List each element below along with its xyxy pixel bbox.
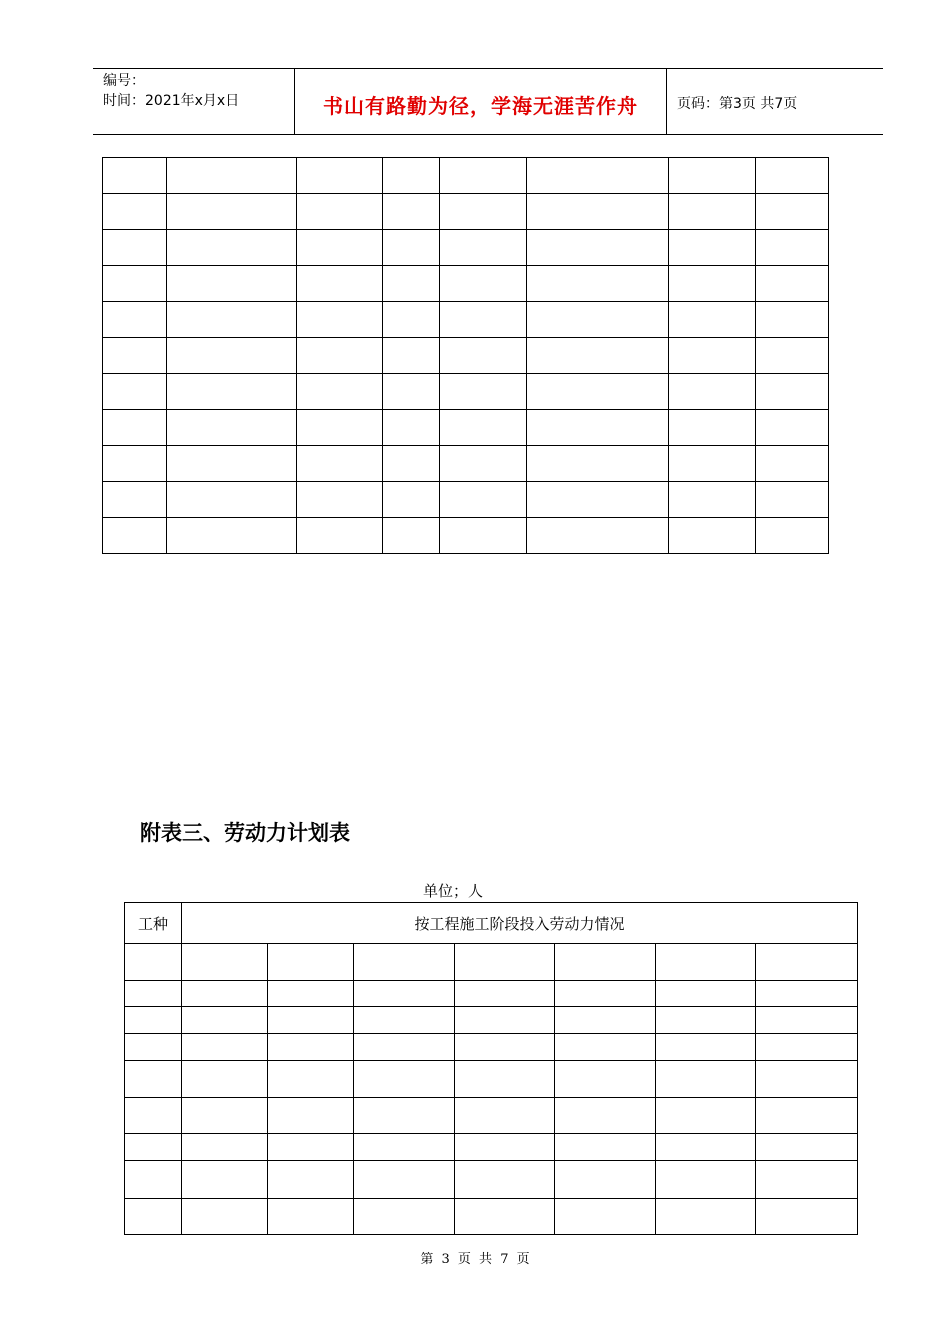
table-row (125, 1134, 858, 1161)
table-cell (669, 374, 756, 410)
table-cell (555, 1061, 656, 1098)
table-cell (354, 1161, 455, 1199)
table-cell (268, 1134, 354, 1161)
table-cell (354, 1134, 455, 1161)
table-cell (182, 1199, 268, 1235)
table-cell (555, 1034, 656, 1061)
table-cell (125, 1134, 182, 1161)
table-cell (268, 1161, 354, 1199)
table-cell (297, 446, 383, 482)
table-cell (756, 446, 829, 482)
table-cell (555, 1161, 656, 1199)
table-cell (354, 1034, 455, 1061)
table-cell (383, 194, 440, 230)
table-cell (103, 194, 167, 230)
table-cell (756, 194, 829, 230)
table-cell (455, 944, 555, 981)
table-row (125, 1199, 858, 1235)
table-cell (656, 944, 756, 981)
table-row (103, 446, 829, 482)
table-cell (125, 1199, 182, 1235)
table-cell (383, 338, 440, 374)
table-cell (756, 1034, 858, 1061)
table-cell (756, 338, 829, 374)
table-cell (455, 1007, 555, 1034)
table-cell (440, 482, 527, 518)
table-cell (527, 158, 669, 194)
table-cell (268, 1199, 354, 1235)
table-cell (756, 981, 858, 1007)
table-cell (669, 158, 756, 194)
table-cell (455, 981, 555, 1007)
table-row (125, 1034, 858, 1061)
table-row (125, 1161, 858, 1199)
table-cell (297, 158, 383, 194)
table-cell (354, 1061, 455, 1098)
table-row (103, 338, 829, 374)
table-cell (669, 266, 756, 302)
table-cell (756, 1199, 858, 1235)
section-title: 附表三、劳动力计划表 (140, 821, 350, 845)
table-cell (756, 374, 829, 410)
table-cell (125, 1007, 182, 1034)
table-cell (669, 482, 756, 518)
table-cell (756, 482, 829, 518)
table-cell (555, 944, 656, 981)
table-cell (268, 1098, 354, 1134)
header-page-info: 页码：第3页 共7页 (677, 96, 798, 112)
table-cell (756, 1061, 858, 1098)
table-cell (125, 981, 182, 1007)
table-cell (527, 266, 669, 302)
table-cell (527, 446, 669, 482)
table-cell (268, 1061, 354, 1098)
header-cell-stage-labor: 按工程施工阶段投入劳动力情况 (182, 903, 858, 944)
table-cell (383, 410, 440, 446)
table-cell (527, 410, 669, 446)
table-cell (125, 1098, 182, 1134)
table-cell (167, 518, 297, 554)
table-cell (656, 1098, 756, 1134)
table-cell (527, 194, 669, 230)
table-row (103, 230, 829, 266)
table-row (125, 1061, 858, 1098)
table-cell (354, 1007, 455, 1034)
table-cell (440, 302, 527, 338)
table-cell (555, 981, 656, 1007)
table-cell (383, 518, 440, 554)
table-row (103, 266, 829, 302)
table-cell (103, 482, 167, 518)
table-cell (440, 518, 527, 554)
table-cell (440, 410, 527, 446)
table-cell (527, 482, 669, 518)
blank-table-continued (102, 157, 829, 554)
table-cell (383, 374, 440, 410)
table-cell (669, 230, 756, 266)
table-cell (383, 302, 440, 338)
table-cell (125, 944, 182, 981)
header-motto: 书山有路勤为径，学海无涯苦作舟 (323, 94, 638, 118)
table-cell (297, 482, 383, 518)
table-cell (527, 230, 669, 266)
table-cell (182, 981, 268, 1007)
table-cell (756, 230, 829, 266)
table-cell (182, 944, 268, 981)
table-cell (103, 410, 167, 446)
table-cell (297, 410, 383, 446)
table-row (125, 944, 858, 981)
table-cell (756, 518, 829, 554)
table-cell (555, 1199, 656, 1235)
table-cell (297, 338, 383, 374)
table-cell (527, 302, 669, 338)
table-cell (756, 266, 829, 302)
table-cell (103, 266, 167, 302)
table-cell (167, 482, 297, 518)
table-cell (383, 230, 440, 266)
table-cell (103, 338, 167, 374)
table-cell (167, 194, 297, 230)
labor-plan-table (124, 902, 858, 1235)
table-cell (103, 158, 167, 194)
page-header (93, 68, 883, 135)
table-cell (669, 302, 756, 338)
table-cell (527, 338, 669, 374)
table-row (103, 518, 829, 554)
table-cell (297, 230, 383, 266)
table-cell (103, 302, 167, 338)
page-footer: 第 3 页 共 7 页 (420, 1252, 530, 1267)
table-cell (527, 374, 669, 410)
table-cell (383, 158, 440, 194)
table-cell (527, 518, 669, 554)
table-cell (125, 1061, 182, 1098)
table-row (103, 302, 829, 338)
table-cell (656, 1007, 756, 1034)
table-cell (756, 1007, 858, 1034)
table-cell (455, 1061, 555, 1098)
table-row (103, 410, 829, 446)
table-cell (297, 266, 383, 302)
table-cell (103, 374, 167, 410)
table-cell (440, 266, 527, 302)
table-cell (383, 446, 440, 482)
table-cell (125, 1034, 182, 1061)
table-cell (268, 981, 354, 1007)
table-row (103, 158, 829, 194)
table-cell (167, 338, 297, 374)
table-cell (756, 1161, 858, 1199)
table-row (125, 981, 858, 1007)
table-row (103, 374, 829, 410)
table-cell (167, 446, 297, 482)
table-cell (383, 482, 440, 518)
table-cell (756, 1134, 858, 1161)
table-cell (555, 1134, 656, 1161)
table-cell (669, 518, 756, 554)
table-row (125, 1098, 858, 1134)
table-cell (440, 338, 527, 374)
table-cell (756, 1098, 858, 1134)
table-cell (354, 944, 455, 981)
table-cell (555, 1098, 656, 1134)
table-cell (756, 302, 829, 338)
table-cell (182, 1007, 268, 1034)
table-cell (455, 1134, 555, 1161)
table-cell (555, 1007, 656, 1034)
table-cell (656, 1134, 756, 1161)
table-cell (125, 1161, 182, 1199)
table-cell (182, 1161, 268, 1199)
table-cell (297, 374, 383, 410)
table-cell (383, 266, 440, 302)
unit-label: 单位；人 (423, 882, 484, 900)
table-cell (297, 194, 383, 230)
table-cell (440, 446, 527, 482)
table-row (103, 482, 829, 518)
table-cell (182, 1098, 268, 1134)
table-cell (756, 158, 829, 194)
table-header-row (125, 903, 858, 944)
document-time-label: 时间：2021年x月x日 (103, 93, 240, 109)
table-cell (656, 1061, 756, 1098)
table-cell (167, 302, 297, 338)
table-cell (268, 944, 354, 981)
table-cell (669, 446, 756, 482)
table-cell (354, 1098, 455, 1134)
table-cell (182, 1061, 268, 1098)
table-cell (167, 266, 297, 302)
table-cell (455, 1034, 555, 1061)
table-cell (455, 1199, 555, 1235)
table-cell (268, 1034, 354, 1061)
table-cell (103, 230, 167, 266)
table-cell (440, 158, 527, 194)
header-cell-trade: 工种 (125, 903, 182, 944)
table-cell (440, 230, 527, 266)
document-number-label: 编号： (103, 73, 145, 89)
table-cell (669, 410, 756, 446)
table-cell (103, 518, 167, 554)
table-cell (297, 302, 383, 338)
table-cell (455, 1098, 555, 1134)
table-cell (669, 338, 756, 374)
table-cell (656, 1034, 756, 1061)
table-cell (354, 981, 455, 1007)
table-cell (656, 1199, 756, 1235)
table-cell (182, 1034, 268, 1061)
table-cell (167, 158, 297, 194)
table-cell (455, 1161, 555, 1199)
table-cell (756, 410, 829, 446)
table-cell (440, 374, 527, 410)
table-cell (297, 518, 383, 554)
table-cell (167, 230, 297, 266)
table-cell (182, 1134, 268, 1161)
header-meta (103, 71, 239, 111)
table-cell (103, 446, 167, 482)
header-divider (666, 69, 667, 135)
table-cell (268, 1007, 354, 1034)
table-cell (669, 194, 756, 230)
table-cell (167, 374, 297, 410)
table-cell (756, 944, 858, 981)
table-cell (656, 981, 756, 1007)
table-cell (656, 1161, 756, 1199)
table-row (125, 1007, 858, 1034)
table-cell (354, 1199, 455, 1235)
table-row (103, 194, 829, 230)
table-cell (167, 410, 297, 446)
table-cell (440, 194, 527, 230)
